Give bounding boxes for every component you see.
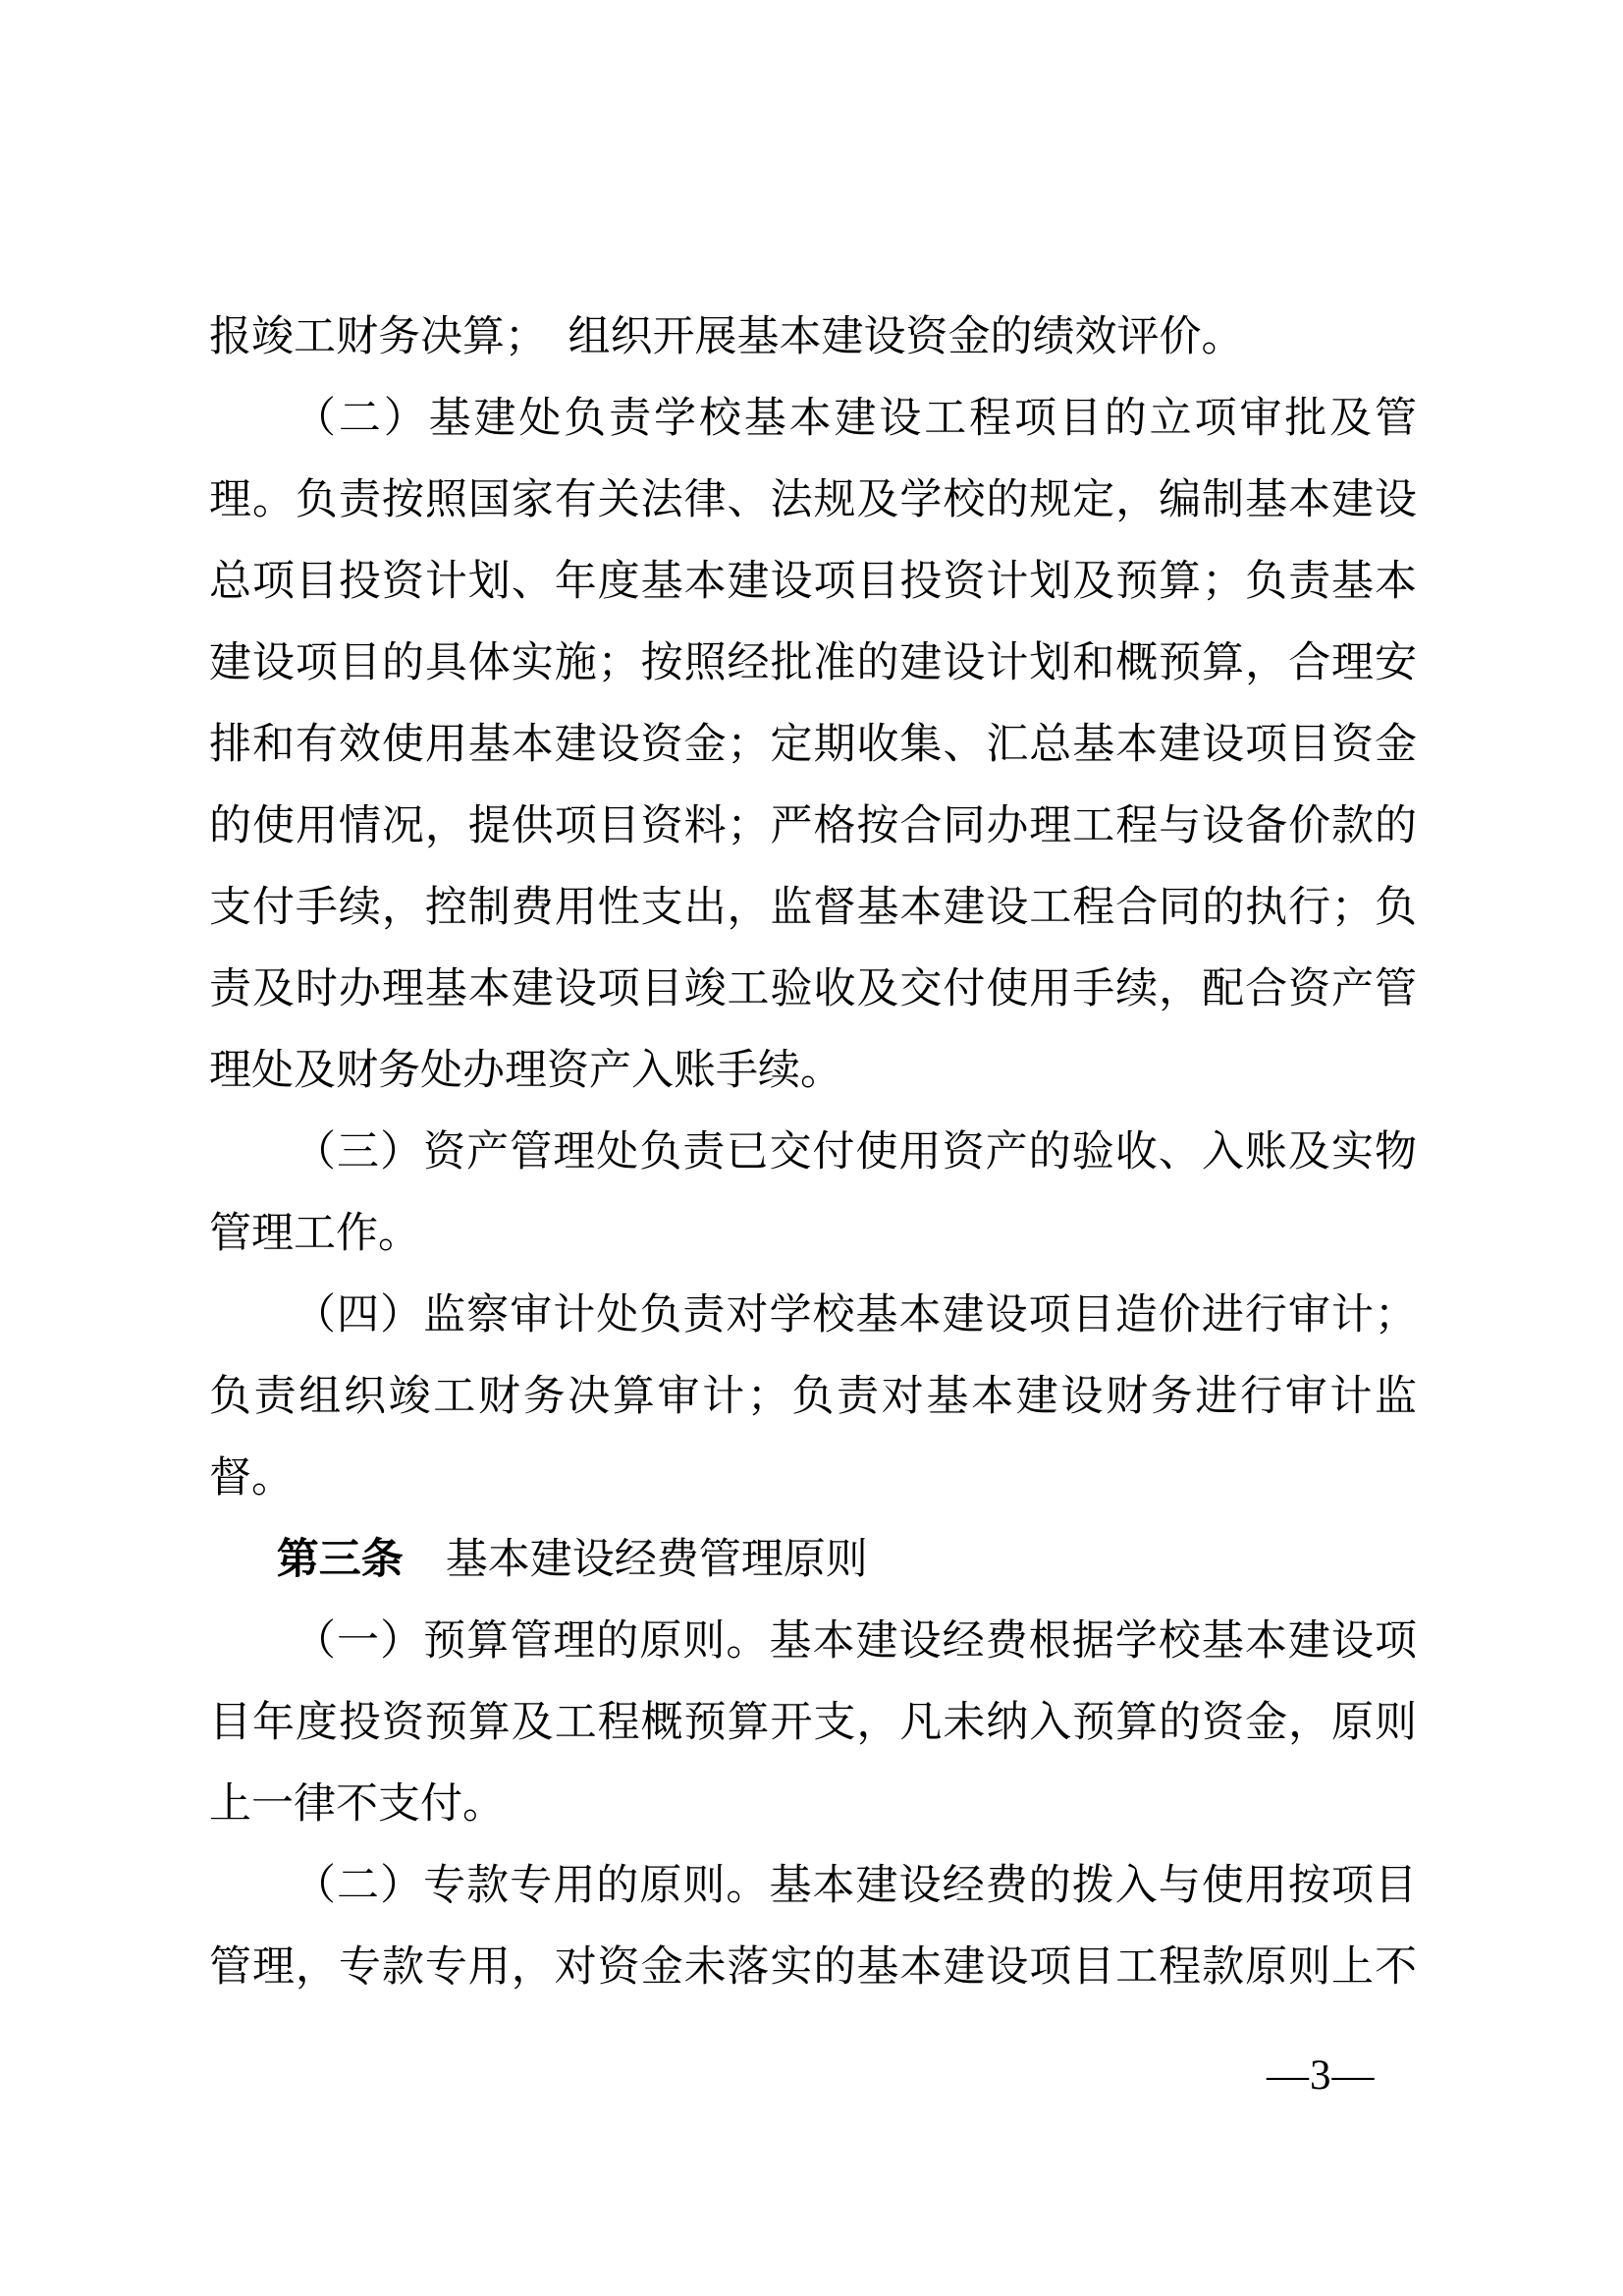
text-line: 负责组织竣工财务决算审计；负责对基本建设财务进行审计监 — [209, 1374, 1417, 1420]
text-line: 报竣工财务决算； 组织开展基本建设资金的绩效评价。 — [209, 314, 1244, 360]
document-text-block — [209, 297, 1417, 2008]
text-line: 责及时办理基本建设项目竣工验收及交付使用手续，配合资产管 — [209, 966, 1417, 1012]
text-line: 上一律不支付。 — [209, 1781, 505, 1828]
text-line: 总项目投资计划、年度基本建设项目投资计划及预算；负责基本 — [209, 559, 1417, 605]
text-line: （一）预算管理的原则。基本建设经费根据学校基本建设项 — [294, 1618, 1417, 1665]
text-line: 支付手续，控制费用性支出，监督基本建设工程合同的执行；负 — [209, 885, 1417, 931]
page-number: —3— — [1267, 2052, 1376, 2099]
text-line: （四）监察审计处负责对学校基本建设项目造价进行审计； — [294, 1292, 1417, 1339]
text-line: 的使用情况，提供项目资料；严格按合同办理工程与设备价款的 — [209, 803, 1417, 849]
text-line: （三）资产管理处负责已交付使用资产的验收、入账及实物 — [294, 1129, 1417, 1175]
text-line: 督。 — [209, 1455, 294, 1502]
text-line: 建设项目的具体实施；按照经批准的建设计划和概预算，合理安 — [209, 640, 1417, 686]
text-line: 管理工作。 — [209, 1211, 420, 1257]
text-line: 理处及财务处办理资产入账手续。 — [209, 1048, 842, 1094]
text-line: 管理，专款专用，对资金未落实的基本建设项目工程款原则上不 — [209, 1944, 1417, 1991]
text-line: 排和有效使用基本建设资金；定期收集、汇总基本建设项目资金 — [209, 722, 1417, 768]
article-heading: 第三条 — [276, 1536, 404, 1583]
article-heading-rest: 基本建设经费管理原则 — [403, 1537, 868, 1583]
text-line: （二）专款专用的原则。基本建设经费的拨入与使用按项目 — [294, 1863, 1417, 1909]
text-line — [209, 1519, 1417, 1601]
text-line: 理。负责按照国家有关法律、法规及学校的规定，编制基本建设 — [209, 477, 1417, 523]
text-line: 目年度投资预算及工程概预算开支，凡未纳入预算的资金，原则 — [209, 1700, 1417, 1746]
text-line: （二）基建处负责学校基本建设工程项目的立项审批及管 — [294, 396, 1417, 442]
